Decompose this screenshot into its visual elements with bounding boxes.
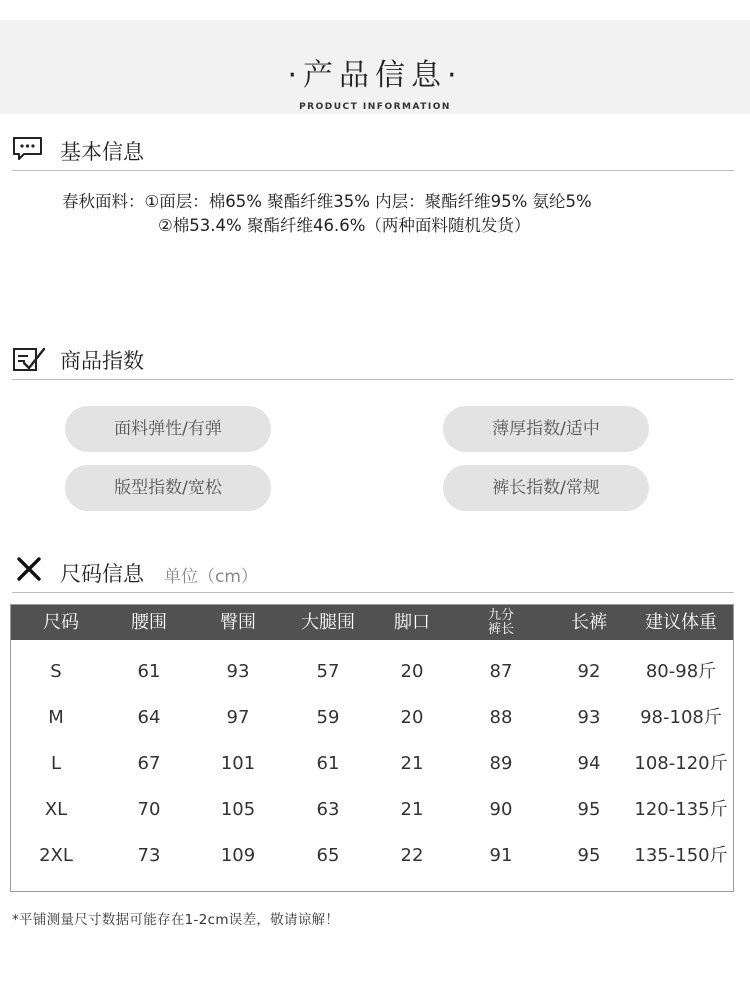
cell-size: L: [50, 753, 62, 774]
cell-waist: 61: [137, 661, 161, 682]
cell-leg-opening: 21: [400, 753, 424, 774]
cell-thigh: 59: [316, 707, 340, 728]
cell-full-length: 95: [577, 845, 601, 866]
cell-leg-opening: 22: [400, 845, 424, 866]
header-hip: 臀围: [220, 612, 256, 633]
cell-size: S: [50, 661, 62, 682]
cell-weight: 80-98斤: [645, 661, 717, 682]
size-info-section-header: [12, 552, 734, 593]
table-row: [11, 741, 733, 787]
header-thigh: 大腿围: [301, 612, 355, 633]
header-cropped-length: 九分 裤长: [487, 608, 514, 637]
chat-bubble-icon: [12, 136, 44, 166]
cell-leg-opening: 21: [400, 799, 424, 820]
cell-thigh: 63: [316, 799, 340, 820]
cell-hip: 109: [220, 845, 256, 866]
basic-info-section-header: [12, 130, 734, 171]
size-table: [10, 604, 734, 892]
header-size: 尺码: [43, 612, 79, 633]
fabric-description: [62, 190, 592, 238]
product-info-header: [0, 20, 750, 114]
cell-waist: 67: [137, 753, 161, 774]
cell-weight: 135-150斤: [634, 845, 728, 866]
cell-leg-opening: 20: [400, 707, 424, 728]
cell-thigh: 57: [316, 661, 340, 682]
cell-hip: 93: [226, 661, 250, 682]
cell-cropped-length: 90: [489, 799, 513, 820]
size-table-header: [11, 605, 733, 640]
cell-weight: 98-108斤: [640, 707, 722, 728]
cell-hip: 105: [220, 799, 256, 820]
cell-hip: 101: [220, 753, 256, 774]
cell-weight: 108-120斤: [634, 753, 728, 774]
cell-size: M: [48, 707, 64, 728]
cell-full-length: 92: [577, 661, 601, 682]
header-leg-opening: 脚口: [394, 612, 430, 633]
cell-waist: 70: [137, 799, 161, 820]
table-row: [11, 833, 733, 879]
header-full-length: 长裤: [571, 612, 607, 633]
header-weight: 建议体重: [645, 612, 717, 633]
cell-thigh: 65: [316, 845, 340, 866]
cell-full-length: 94: [577, 753, 601, 774]
cell-weight: 120-135斤: [634, 799, 728, 820]
cell-cropped-length: 89: [489, 753, 513, 774]
cell-cropped-length: 91: [489, 845, 513, 866]
table-row: [11, 649, 733, 695]
cell-waist: 64: [137, 707, 161, 728]
cell-cropped-length: 88: [489, 707, 513, 728]
table-row: [11, 695, 733, 741]
measurement-note: *平铺测量尺寸数据可能存在1-2cm误差，敬请谅解！: [12, 912, 340, 928]
cell-full-length: 95: [577, 799, 601, 820]
pill-fit: 版型指数/宽松: [65, 465, 271, 511]
size-info-title: 尺码信息: [60, 562, 144, 586]
product-index-title: 商品指数: [60, 349, 144, 373]
header-title: ·产品信息·: [287, 58, 463, 93]
cell-size: XL: [44, 799, 68, 820]
header-subtitle: PRODUCT INFORMATION: [299, 102, 451, 112]
checklist-icon: [12, 345, 46, 377]
cell-full-length: 93: [577, 707, 601, 728]
close-x-icon: [16, 556, 42, 586]
pill-elasticity: 面料弹性/有弹: [65, 406, 271, 452]
cell-leg-opening: 20: [400, 661, 424, 682]
fabric-line-2: ②棉53.4% 聚酯纤维46.6%（两种面料随机发货）: [158, 216, 531, 235]
cell-size: 2XL: [39, 845, 73, 866]
fabric-line-1: 春秋面料：①面层：棉65% 聚酯纤维35% 内层：聚酯纤维95% 氨纶5%: [62, 192, 592, 211]
table-row: [11, 787, 733, 833]
cell-hip: 97: [226, 707, 250, 728]
cell-cropped-length: 87: [489, 661, 513, 682]
pill-length: 裤长指数/常规: [443, 465, 649, 511]
pill-thickness: 薄厚指数/适中: [443, 406, 649, 452]
cell-waist: 73: [137, 845, 161, 866]
product-index-section-header: [12, 339, 734, 380]
cell-thigh: 61: [316, 753, 340, 774]
size-unit: 单位（cm）: [164, 567, 258, 587]
basic-info-title: 基本信息: [60, 140, 144, 164]
header-waist: 腰围: [131, 612, 167, 633]
